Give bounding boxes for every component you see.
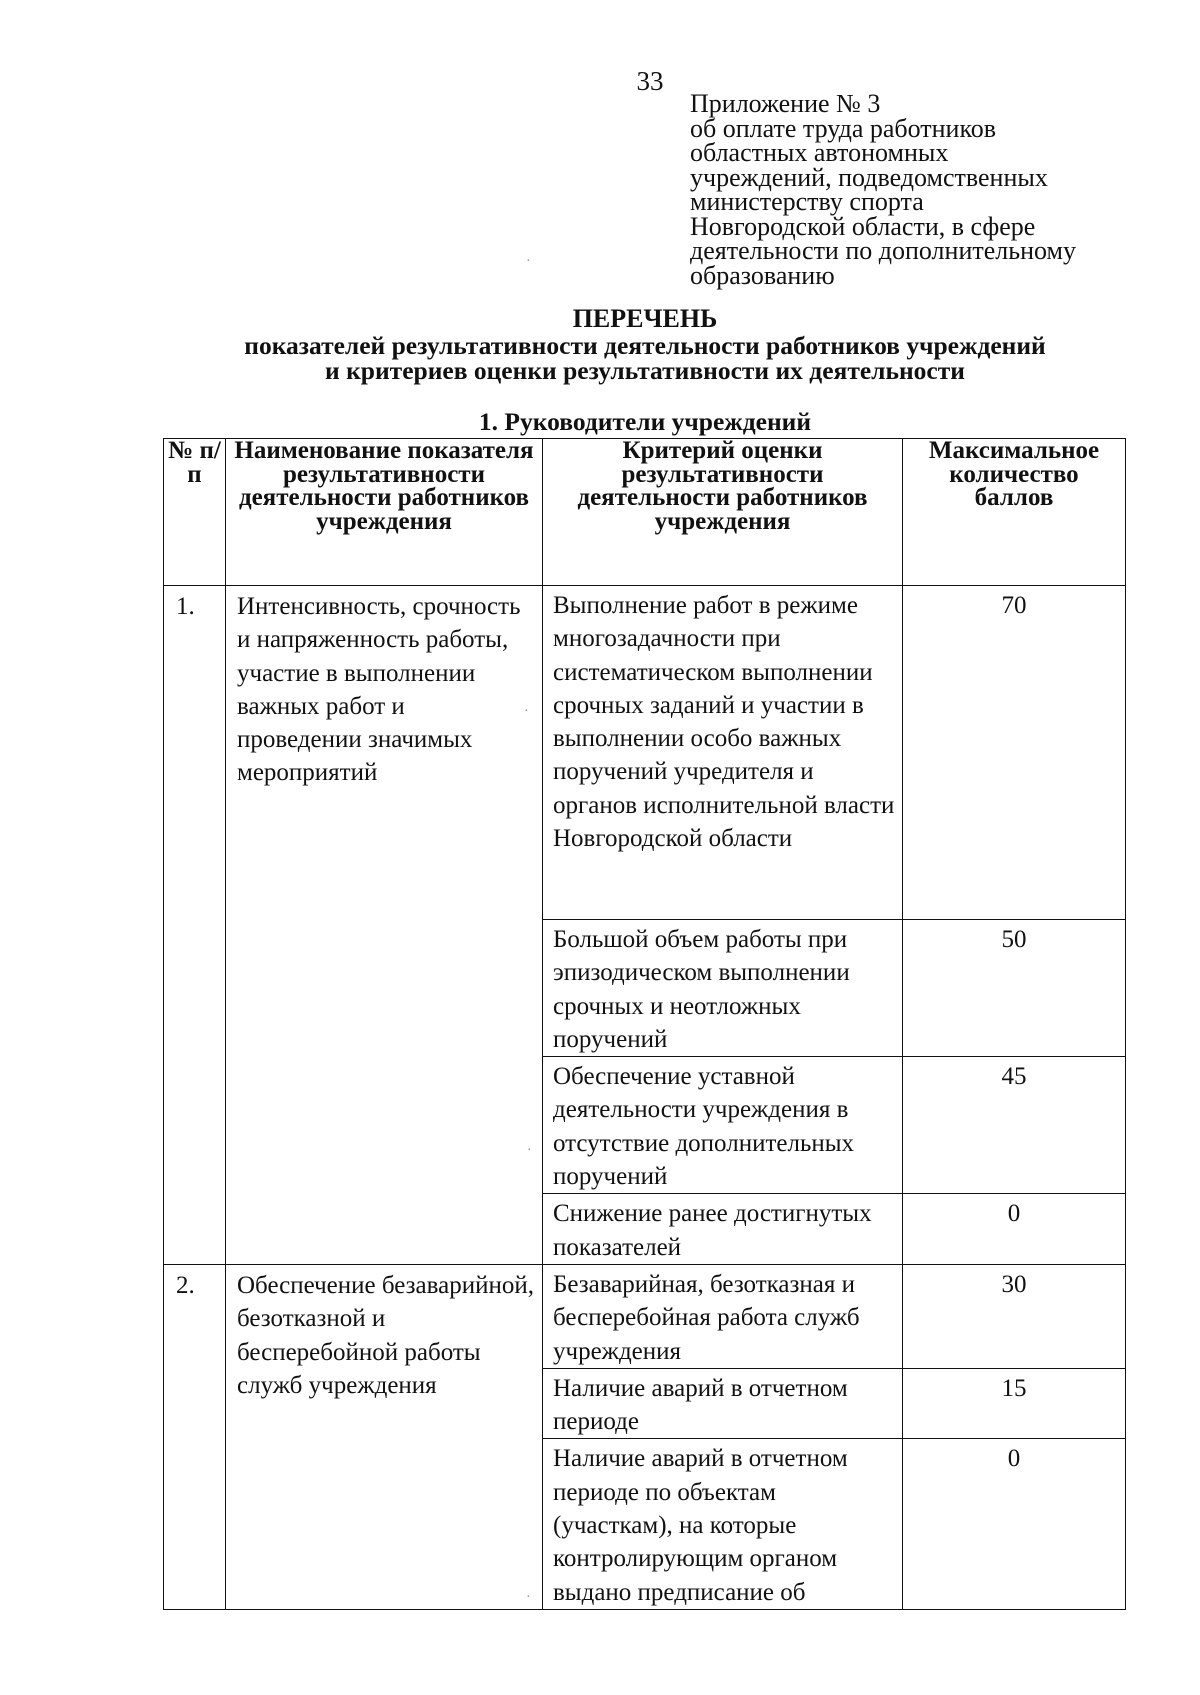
appendix-line: областных автономных: [690, 138, 949, 167]
scan-speck: ·: [526, 1590, 531, 1605]
max-points: 45: [903, 1057, 1126, 1194]
criterion-text: Снижение ранее достигнутых показателей: [543, 1194, 903, 1265]
appendix-line: Приложение № 3: [690, 89, 881, 118]
indicator-name: Обеспечение безаварийной, безотказной и бесперебойной работы служб учреждения: [226, 1264, 543, 1609]
page-number: 33: [636, 66, 664, 96]
criterion-text: Наличие аварий в отчетном периоде по объектам (участкам), на которые контролирующим органом выдано предписание об: [543, 1439, 903, 1609]
subtitle-line: и критериев оценки результативности их деятельности: [325, 356, 965, 385]
appendix-line: об оплате труда работников: [690, 113, 997, 143]
document-subtitle: [150, 333, 1140, 383]
header-criterion: Критерий оценки результативности деятельности работников учреждения: [543, 439, 903, 586]
max-points: 50: [903, 920, 1126, 1057]
appendix-line: Новгородской области, в сфере: [690, 211, 1036, 241]
criterion-text: Большой объем работы при эпизодическом выполнении срочных и неотложных поручений: [543, 920, 903, 1057]
appendix-line: образованию: [690, 260, 835, 290]
max-points: 15: [903, 1368, 1126, 1439]
scan-speck: ·: [524, 704, 529, 719]
max-points: 30: [903, 1264, 1126, 1368]
max-points: 0: [903, 1439, 1126, 1609]
appendix-note: [690, 89, 1170, 290]
subtitle-line: показателей результативности деятельности работников учреждений: [244, 331, 1046, 360]
section-heading: 1. Руководители учреждений: [478, 407, 812, 436]
header-indicator: Наименование показателя результативности деятельности работников учреждения: [226, 439, 543, 586]
table-header-row: [164, 439, 1126, 586]
table-row: [164, 1264, 1126, 1368]
max-points: 70: [903, 586, 1126, 920]
indicator-name: Интенсивность, срочность и напряженность работы, участие в выполнении важных работ и проведении значимых мероприятий: [226, 586, 543, 1265]
table-row: [164, 586, 1126, 920]
criterion-text: Безаварийная, безотказная и бесперебойная работа служб учреждения: [543, 1264, 903, 1368]
criteria-table: [163, 438, 1126, 1610]
criterion-text: Выполнение работ в режиме многозадачности при систематическом выполнении срочных заданий и участии в выполнении особо важных поручений учредителя и органов исполнительной власти Новгородской области: [543, 586, 903, 920]
max-points: 0: [903, 1194, 1126, 1265]
scan-speck: ·: [526, 254, 531, 269]
row-number: 1.: [164, 586, 226, 1265]
header-num: № п/п: [164, 439, 226, 586]
scan-speck: ·: [527, 1143, 532, 1158]
header-max-points: Максимальное количество баллов: [903, 439, 1126, 586]
criterion-text: Наличие аварий в отчетном периоде: [543, 1368, 903, 1439]
appendix-line: министерству спорта: [690, 187, 924, 216]
document-title: ПЕРЕЧЕНЬ: [572, 304, 718, 333]
appendix-line: деятельности по дополнительному: [690, 236, 1076, 265]
criterion-text: Обеспечение уставной деятельности учреждения в отсутствие дополнительных поручений: [543, 1057, 903, 1194]
row-number: 2.: [164, 1264, 226, 1609]
appendix-line: учреждений, подведомственных: [690, 162, 1048, 192]
